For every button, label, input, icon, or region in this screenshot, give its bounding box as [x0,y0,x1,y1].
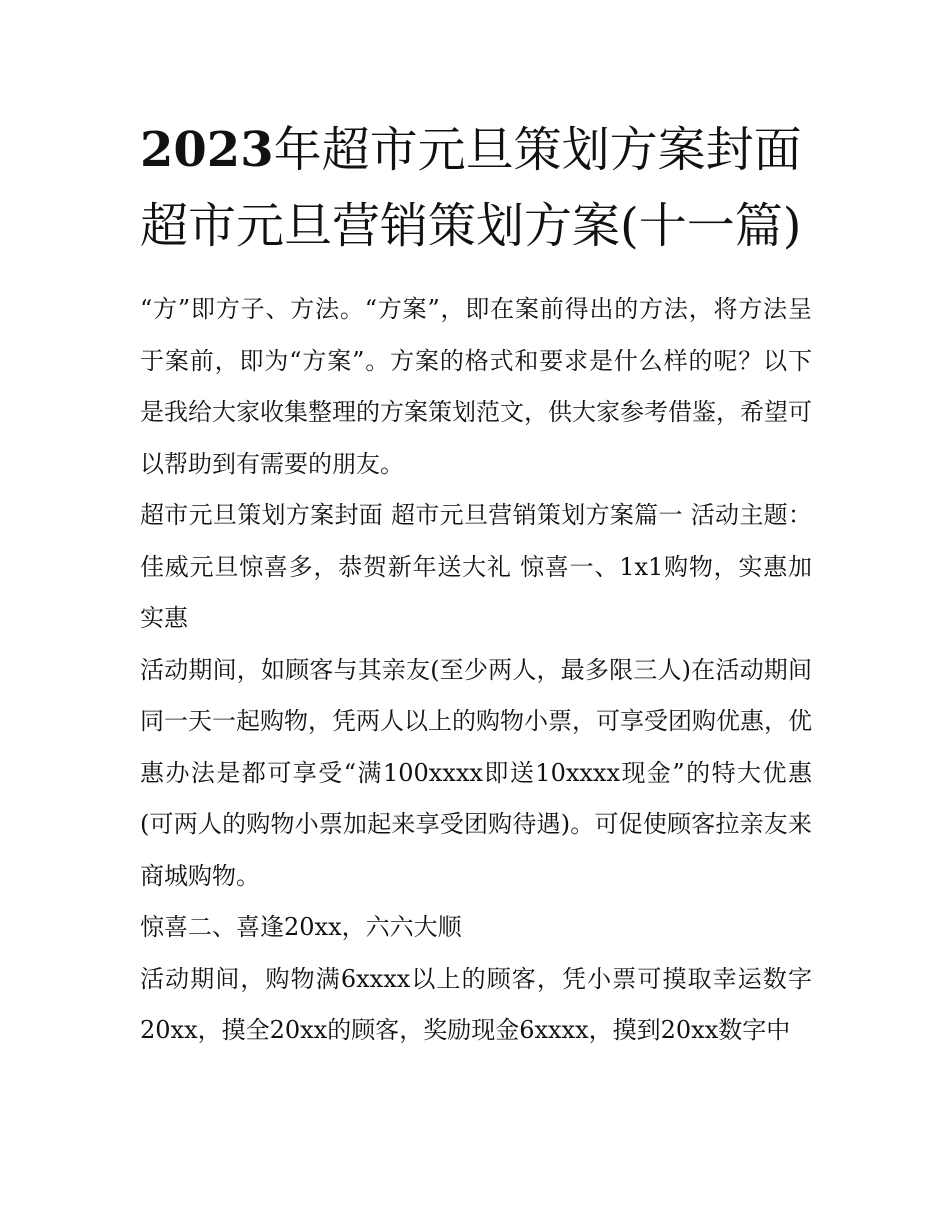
intro-paragraph: “方”即方子、方法。“方案”，即在案前得出的方法，将方法呈于案前，即为“方案”。方案的格式和要求是什么样的呢？以下是我给大家收集整理的方案策划范文，供大家参考借鉴，希望可以帮助到有需要的朋友。 [140,295,812,478]
theme-paragraph: 超市元旦策划方案封面 超市元旦营销策划方案篇一 活动主题：佳威元旦惊喜多，恭贺新年送大礼 惊喜一、1x1购物，实惠加实惠 [140,501,812,632]
activity-paragraph: 活动期间，如顾客与其亲友(至少两人，最多限三人)在活动期间同一天一起购物，凭两人以上的购物小票，可享受团购优惠，优惠办法是都可享受“满100xxxx即送10xxxx现金”的特大优惠(可两人的购物小票加起来享受团购待遇)。可促使顾客拉亲友来商城购物。 [140,655,812,890]
document-title [140,112,812,264]
surprise-two-paragraph: 活动期间，购物满6xxxx以上的顾客，凭小票可摸取幸运数字20xx，摸全20xx的顾客，奖励现金6xxxx，摸到20xx数字中 [140,964,812,1044]
document-page [140,112,812,1057]
surprise-two-heading: 惊喜二、喜逢20xx，六六大顺 [140,913,462,941]
title-text: 年超市元旦策划方案封面超市元旦营销策划方案(十一篇) [140,122,802,254]
title-year: 2023 [140,122,274,178]
